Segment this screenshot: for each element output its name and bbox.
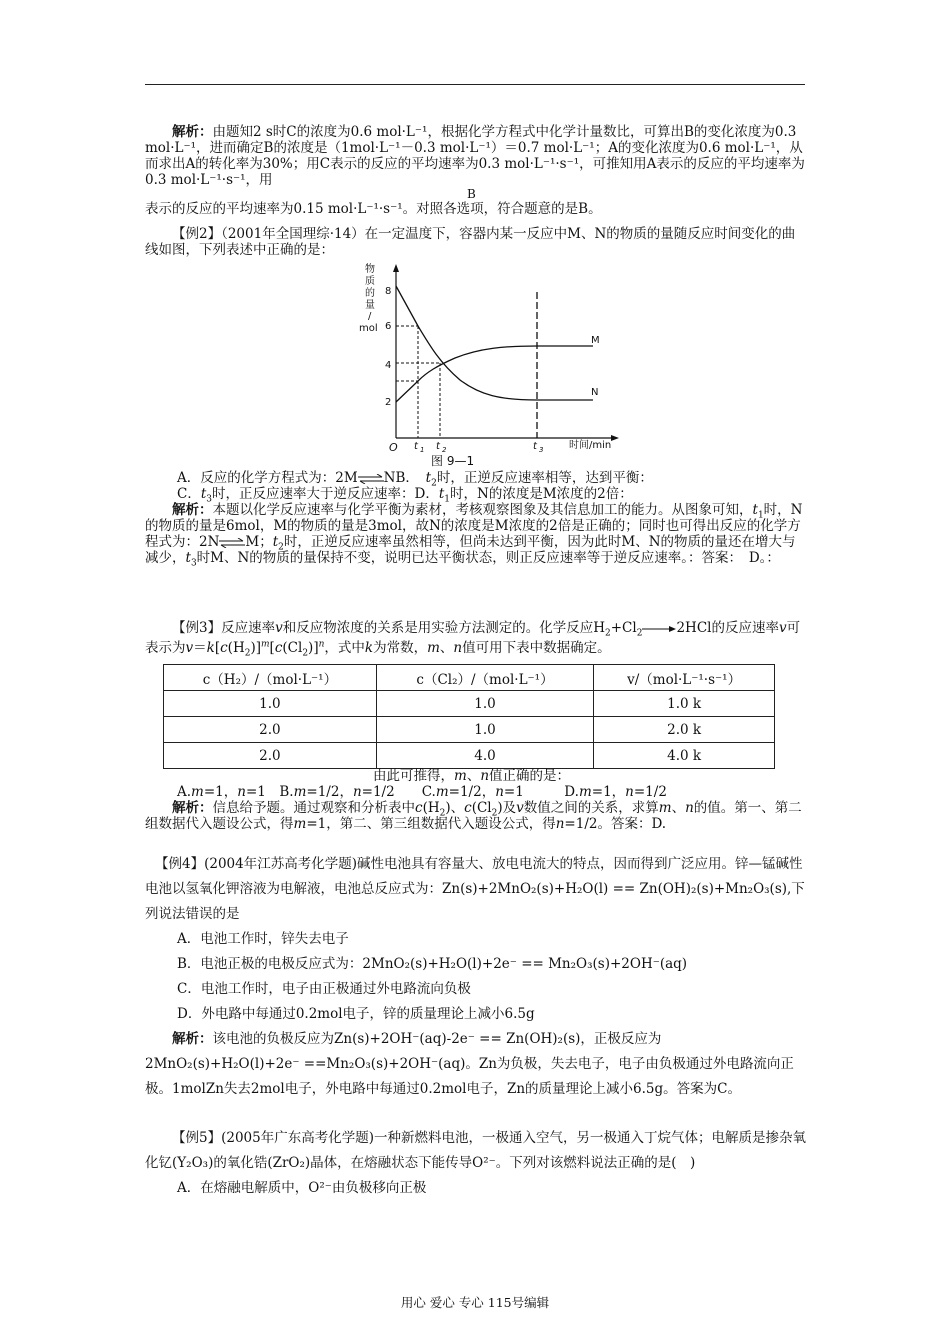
origin-label: O [389,441,398,454]
option-d-t: t [438,486,445,502]
y-arrow-icon [393,264,399,272]
ex3-sol-10: =1/2。答案：D. [564,816,667,832]
example-5-option-a: A．在熔融电解质中，O²⁻由负极移向正极 [177,1180,427,1196]
reaction-arrow-icon [642,624,676,634]
xtick-t2-sub: 2 [442,446,447,454]
ex3-sol-3: )、 [445,800,465,816]
ex3-sol-7: 、 [671,800,686,816]
ylabel-4: 量 [365,300,375,311]
table-header: c（Cl₂）/（mol·L⁻¹） [376,665,593,691]
solution-b-mark: B [467,187,476,201]
xtick-t3: t [533,441,537,452]
option-a-text: A．反应的化学方程式为：2M [177,470,358,486]
equilibrium-arrow-icon [219,538,245,548]
ex3-options [145,784,807,800]
ex3-sol-v: v [516,800,524,816]
x-arrow-icon [611,435,619,441]
ex3-infer-1: 由此可推得， [373,768,454,784]
option-b-sub: 2 [431,478,437,489]
example-2-intro [145,226,807,258]
x-ticks [414,441,543,454]
table-cell: 4.0 k [594,743,775,769]
ex3-infer-m: m [454,768,467,784]
example-4-option-b: B．电池正极的电极反应式为：2MnO₂(s)+H₂O(l)+2e⁻ == Mn₂O₃(s)+2OH⁻(aq) [177,956,688,972]
ex3-opt-n: n [237,784,246,800]
ex3-c2: c [274,640,283,656]
ex3-sol-4: (Cl [471,800,492,816]
ex3-sol-c1: c [415,800,423,816]
ex3-sol-c2: c [464,800,472,816]
xtick-t1-sub: 1 [420,446,425,454]
ex3-n-exp: n [318,639,325,650]
guide-lines [396,326,440,438]
sol-part-4: 时，正逆反应速率虽然相等，但尚未达到平衡，因为此时M、N的物质的量还在增大与减少， [145,534,796,566]
ex3-t1: 反应速率 [221,620,276,636]
ex3-k: k [206,640,215,656]
example-3-solution [145,800,807,832]
example-5-tag: 【例5】 [172,1130,222,1146]
ex3-t8: 、 [439,640,454,656]
ex3-sol-n: n [685,800,694,816]
ex3-v3: v [185,640,194,656]
ex3-sol-sub2: 2 [491,808,498,819]
example-4-option-d: D．外电路中每通过0.2mol电子，锌的质量理论上减小6.5g [177,1006,535,1022]
sol-t1-sub: 1 [757,510,764,521]
ex3-f3: )] [250,640,261,656]
example-4-intro [145,852,807,927]
example-3-solution-label: 解析： [172,800,213,816]
x-axis-label: 时间/min [569,440,612,451]
page-footer: 用心 爱心 专心 115号编辑 [400,1295,550,1310]
ytick-6: 6 [385,321,392,332]
ex3-cl2-sub: 2 [636,628,643,639]
example-3-answer [145,768,807,832]
header-rule [145,84,805,85]
ex3-t6: ，式中 [324,640,365,656]
ylabel-3: 的 [365,288,375,299]
ylabel-2: 质 [365,276,375,287]
ex3-f5: (Cl [282,640,303,656]
ex3-n: n [453,640,463,656]
table-cell: 4.0 [376,743,593,769]
option-b-label: B． [395,470,413,486]
solution-1 [145,124,807,217]
option-d-text: 时，N的浓度是M浓度的2倍： [450,486,633,502]
ex3-t7: 为常数， [373,640,428,656]
ex3-sol-m: m [658,800,672,816]
example-3-tag: 【例3】 [172,620,222,636]
table-header: c（H₂）/（mol·L⁻¹） [164,665,377,691]
option-c-sub: 3 [206,494,213,505]
ex3-opt-a2: =1 B. [245,784,294,800]
ex3-sub-b: 2 [302,648,309,659]
ex3-opt-n2: n [352,784,362,800]
ex3-eq: ＝ [193,640,207,656]
sol-t3-sub: 3 [190,558,197,569]
ex3-opt-b: =1/2， [306,784,353,800]
example-4-option-a: A．电池工作时，锌失去电子 [177,931,349,947]
ex3-opt-b2: =1/2 C. [361,784,436,800]
example-5-intro [145,1126,807,1176]
sol-answer: D。： [748,550,780,566]
curve-n [396,286,593,400]
ex3-h2-sub: 2 [605,628,611,639]
figure-caption: 图 9—1 [431,454,475,468]
ex3-m: m [427,640,440,656]
ex3-c1: c [220,640,228,656]
example-2-tag: 【例2】 [172,226,222,242]
table-cell: 2.0 [164,743,377,769]
ex3-sol-2: (H [422,800,440,816]
table-row [164,691,775,717]
ex3-sol-8: 的值。第一、第二组数据代入题设公式，得 [145,800,802,832]
table-cell: 2.0 [164,717,377,743]
example-4-option-c: C．电池工作时，电子由正极通过外电路流向负极 [177,981,471,997]
label-m: M [591,335,600,346]
ex3-opt-m2: m [293,784,307,800]
ylabel-5: / [368,311,372,322]
option-c-label: C． [177,486,201,502]
example-4-solution-label: 解析： [172,1031,213,1047]
ex3-opt-m: m [191,784,204,800]
xtick-t2: t [436,441,440,452]
ex3-infer-sep: 、 [466,768,481,784]
option-d-label: D． [414,486,439,502]
sol-t2: t [272,534,279,550]
option-d-sub: 1 [444,494,451,505]
ex3-infer-n: n [480,768,490,784]
ex3-opt-c2: =1 D. [503,784,579,800]
y-axis-label [359,262,378,334]
ex3-sol-6: 数值之间的关系，求算 [523,800,659,816]
example-2-solution-label: 解析： [172,502,213,518]
ex3-t2: 和反应物浓度的关系是用实验方法测定的。化学反应H [282,620,606,636]
ex3-opt-a: =1， [203,784,238,800]
ex3-infer-2: 值正确的是： [489,768,571,784]
options-line-2 [145,486,807,505]
example-2-text: （2001年全国理综·14）在一定温度下，容器内某一反应中M、N的物质的量随反应时间变化的曲线如图，下列表述中正确的是： [145,226,796,258]
ex3-sol-9: =1，第二、第三组数据代入题设公式，得 [306,816,556,832]
table-row [164,717,775,743]
ex3-opt-m4: m [578,784,592,800]
example-2-options [145,470,807,569]
xtick-t1: t [414,441,418,452]
ex3-sol-sub1: 2 [439,808,446,819]
solution-label: 解析： [172,124,213,140]
sol-part-5: 时M、N的物质的量保持不变，说明已达平衡状态，则正反应速率等于逆反应速率。：答案： [196,550,736,566]
solution-tail: 表示的反应的平均速率为0.15 mol·L⁻¹·s⁻¹。对照各选项，符合题意的是B。 [145,201,602,217]
ex3-v: v [275,620,283,636]
ex3-opt-d2: =1/2 [633,784,667,800]
ex3-t3: +Cl [610,620,637,636]
option-a-product: N [383,470,396,486]
example-4 [145,852,807,1102]
sol-part-3: M； [245,534,273,550]
rate-data-table [163,664,775,769]
option-c-t: t [200,486,207,502]
ex3-t5: 可表示为 [145,620,801,656]
table-cell: 1.0 [376,691,593,717]
example-4-solution-text: 该电池的负极反应为Zn(s)+2OH⁻(aq)-2e⁻ == Zn(OH)₂(s)，正极反应为2MnO₂(s)+H₂O(l)+2e⁻ ==Mn₂O₃(s)+2OH⁻(aq)。Zn为负极，失去电子，电子由负极通过外电路流向正极。1molZn失去2mol电子，外电路中每通过0.2mol电子，Zn的质量理论上减小6.5g。答案为C。 [145,1031,794,1097]
option-b-text: 时，正逆反应速率相等，达到平衡： [436,470,653,486]
ytick-2: 2 [385,397,392,408]
table-cell: 1.0 [164,691,377,717]
ex3-opt-n4: n [625,784,634,800]
table-cell: 2.0 k [594,717,775,743]
example-5 [145,1126,807,1201]
ex3-sol-n2: n [555,816,565,832]
table-header: v/（mol·L⁻¹·s⁻¹） [594,665,775,691]
curve-m [396,346,593,402]
example-5-text: (2005年广东高考化学题)一种新燃料电池，一极通入空气，另一极通入丁烷气体；电解质是掺杂氧化钇(Y₂O₃)的氧化锆(ZrO₂)晶体，在熔融状态下能传导O²⁻。下列对该燃料说法正确的是( ) [145,1130,806,1171]
ex3-k2: k [364,640,374,656]
ex3-f2: (H [227,640,245,656]
table-header-row [164,665,775,691]
ex3-sub-a: 2 [244,648,251,659]
ytick-8: 8 [385,286,392,297]
table-cell: 1.0 k [594,691,775,717]
ex3-opt-a-label: A. [177,784,192,800]
ylabel-1: 物 [365,264,375,275]
sol-t3: t [185,550,191,566]
equilibrium-arrow-icon [358,474,384,484]
sol-t1: t [752,502,758,518]
ex3-opt-m3: m [435,784,449,800]
example-4-tag: 【例4】 [155,856,205,872]
option-c-text: 时，正反应速率大于逆反应速率： [212,486,415,502]
option-b-t: t [425,470,432,486]
ex3-opt-n3: n [495,784,504,800]
table-row [164,743,775,769]
sol-t2-sub: 2 [278,542,284,553]
xtick-t3-sub: 3 [539,446,544,454]
example-2-solution [145,502,807,569]
ex3-f1: [ [214,640,221,656]
sol-part-2: 时，N的物质的量是6mol，M的物质的量是3mol，故N的浓度是M浓度的2倍是正确的；同时也可得出反应的化学方程式为：2N [145,502,803,550]
ex3-sol-m2: m [293,816,307,832]
options-line-1 [145,470,807,489]
ex3-sol-1: 信息给予题。通过观察和分析表中 [212,800,415,816]
solution-text: 由题知2 s时C的浓度为0.6 mol·L⁻¹，根据化学方程式中化学计量数比，可算出B的变化浓度为0.3 mol·L⁻¹，进而确定B的浓度是（1mol·L⁻¹－0.3 mol·L⁻¹）＝0.7 mol·L⁻¹；A的变化浓度为0.6 mol·L⁻¹，从而求出A的转化率为30%；用C表示的反应的平均速率为0.3 mol·L⁻¹·s⁻¹，可推知用A表示的反应的平均速率为0.3 mol·L⁻¹·s⁻¹，用 [145,124,805,188]
ex3-sol-5: )及 [497,800,517,816]
ex3-opt-c: =1/2， [448,784,496,800]
sol-part-1: 本题以化学反应速率与化学平衡为素材，考核观察图象及其信息加工的能力。从图象可知， [212,502,753,518]
ex3-t4: 2HCl的反应速率 [676,620,779,636]
ex3-f4: [ [269,640,275,656]
ex3-opt-d: =1， [591,784,626,800]
example-3-intro [145,618,807,658]
ex3-v2: v [778,620,787,636]
ylabel-6: mol [359,323,378,334]
y-ticks [385,286,391,408]
ex3-f6: )] [308,640,319,656]
ytick-4: 4 [385,360,392,371]
example-4-text: (2004年江苏高考化学题)碱性电池具有容量大、放电电流大的特点，因而得到广泛应用。锌—锰碱性电池以氢氧化钾溶液为电解液，电池总反应式为：Zn(s)+2MnO₂(s)+H₂O(l) == Zn(OH)₂(s)+Mn₂O₃(s),下列说法错误的是 [145,856,805,922]
ex3-t9: 值可用下表中数据确定。 [462,640,611,656]
ex3-m-exp: m [261,639,270,650]
ex3-infer [145,768,807,784]
figure-9-1 [355,262,655,468]
table-cell: 1.0 [376,717,593,743]
example-4-solution [145,1027,807,1102]
label-n: N [591,387,599,398]
